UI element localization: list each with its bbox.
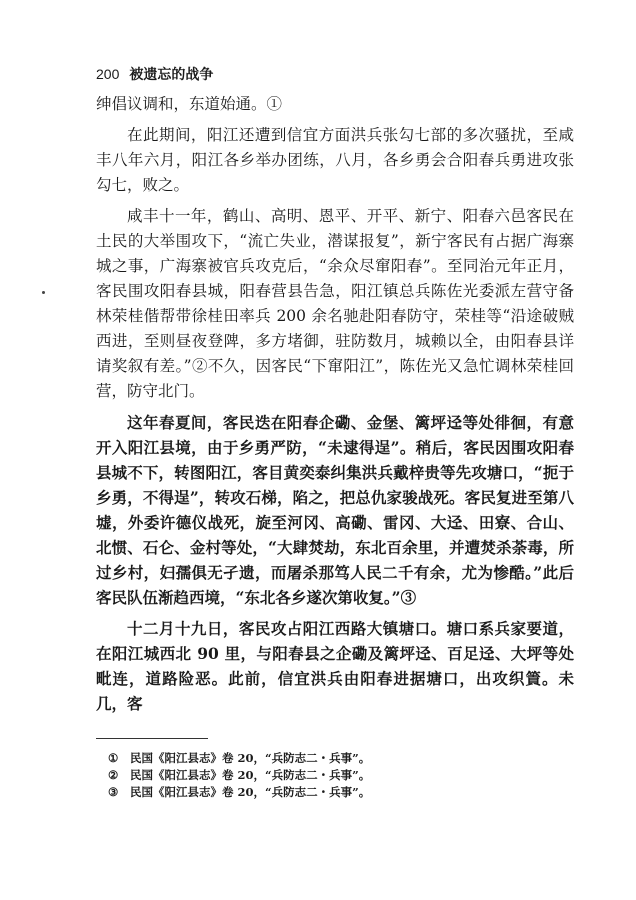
footnote-1	[108, 750, 370, 767]
stray-mark	[42, 291, 45, 294]
footnote-text: 民国《阳江县志》卷 20，“兵防志二・兵事”。	[130, 785, 371, 799]
book-title: 被遗忘的战争	[129, 67, 214, 83]
footnote-3	[108, 784, 370, 801]
footnote-text: 民国《阳江县志》卷 20，“兵防志二・兵事”。	[130, 768, 371, 782]
footnote-divider	[96, 738, 208, 739]
footnote-mark: ①	[108, 751, 119, 765]
footnote-text: 民国《阳江县志》卷 20，“兵防志二・兵事”。	[130, 751, 371, 765]
footnote-mark: ③	[108, 785, 119, 799]
footnote-mark: ②	[108, 768, 119, 782]
footnotes	[108, 750, 370, 801]
paragraph-2: 在此期间，阳江还遭到信宜方面洪兵张勾七部的多次骚扰，至咸丰八年六月，阳江各乡举办团练，八月，各乡勇会合阳春兵勇进攻张勾七，败之。	[96, 126, 574, 194]
footnote-2	[108, 767, 370, 784]
page-number: 200	[96, 66, 120, 82]
paragraph-4: 这年春夏间，客民迭在阳春企磡、金堡、篱坪迳等处徘徊，有意开入阳江县境，由于乡勇严防，“未逮得逞”。稍后，客民因围攻阳春县城不下，转图阳江，客目黄奕泰纠集洪兵戴梓贵等先攻塘口，“扼于乡勇，不得逞”，转攻石梯，陷之，把总仇家骏战死。客民复进至第八墟，外委许德仪战死，旋至河冈、高磡、雷冈、大迳、田寮、合山、北惯、石仑、金村等处，“大肆焚劫，东北百余里，并遭焚杀荼毒，所过乡村，妇孺俱无孑遗，而屠杀那笃人民二千有余，尤为惨酷。”此后客民队伍渐趋西境，“东北各乡遂次第收复。”③	[96, 413, 574, 607]
running-header	[96, 64, 213, 84]
paragraph-1: 绅倡议调和，东道始通。①	[96, 95, 283, 113]
paragraph-3: 咸丰十一年，鹤山、高明、恩平、开平、新宁、阳春六邑客民在土民的大举围攻下，“流亡失业，潜谋报复”，新宁客民有占据广海寨城之事，广海寨被官兵攻克后，“余众尽窜阳春”。至同治元年正月，客民围攻阳春县城，阳春营县告急，阳江镇总兵陈佐光委派左营守备林荣桂偕帮带徐桂田率兵 200 余名驰赴阳春防守，荣桂等“沿途破贼西进，至则昼夜登陴，多方堵御，驻防数月，城赖以全，由阳春县详请奖叙有差。”②不久，因客民“下窜阳江”，陈佐光又急忙调林荣桂回营，防守北门。	[96, 207, 574, 400]
paragraph-5: 十二月十九日，客民攻占阳江西路大镇塘口。塘口系兵家要道，在阳江城西北 90 里，与阳春县之企磡及篱坪迳、百足迳、大坪等处毗连，道路险恶。此前，信宜洪兵由阳春进据塘口，出攻织篢。未几，客	[96, 619, 574, 713]
body-text	[96, 92, 574, 722]
